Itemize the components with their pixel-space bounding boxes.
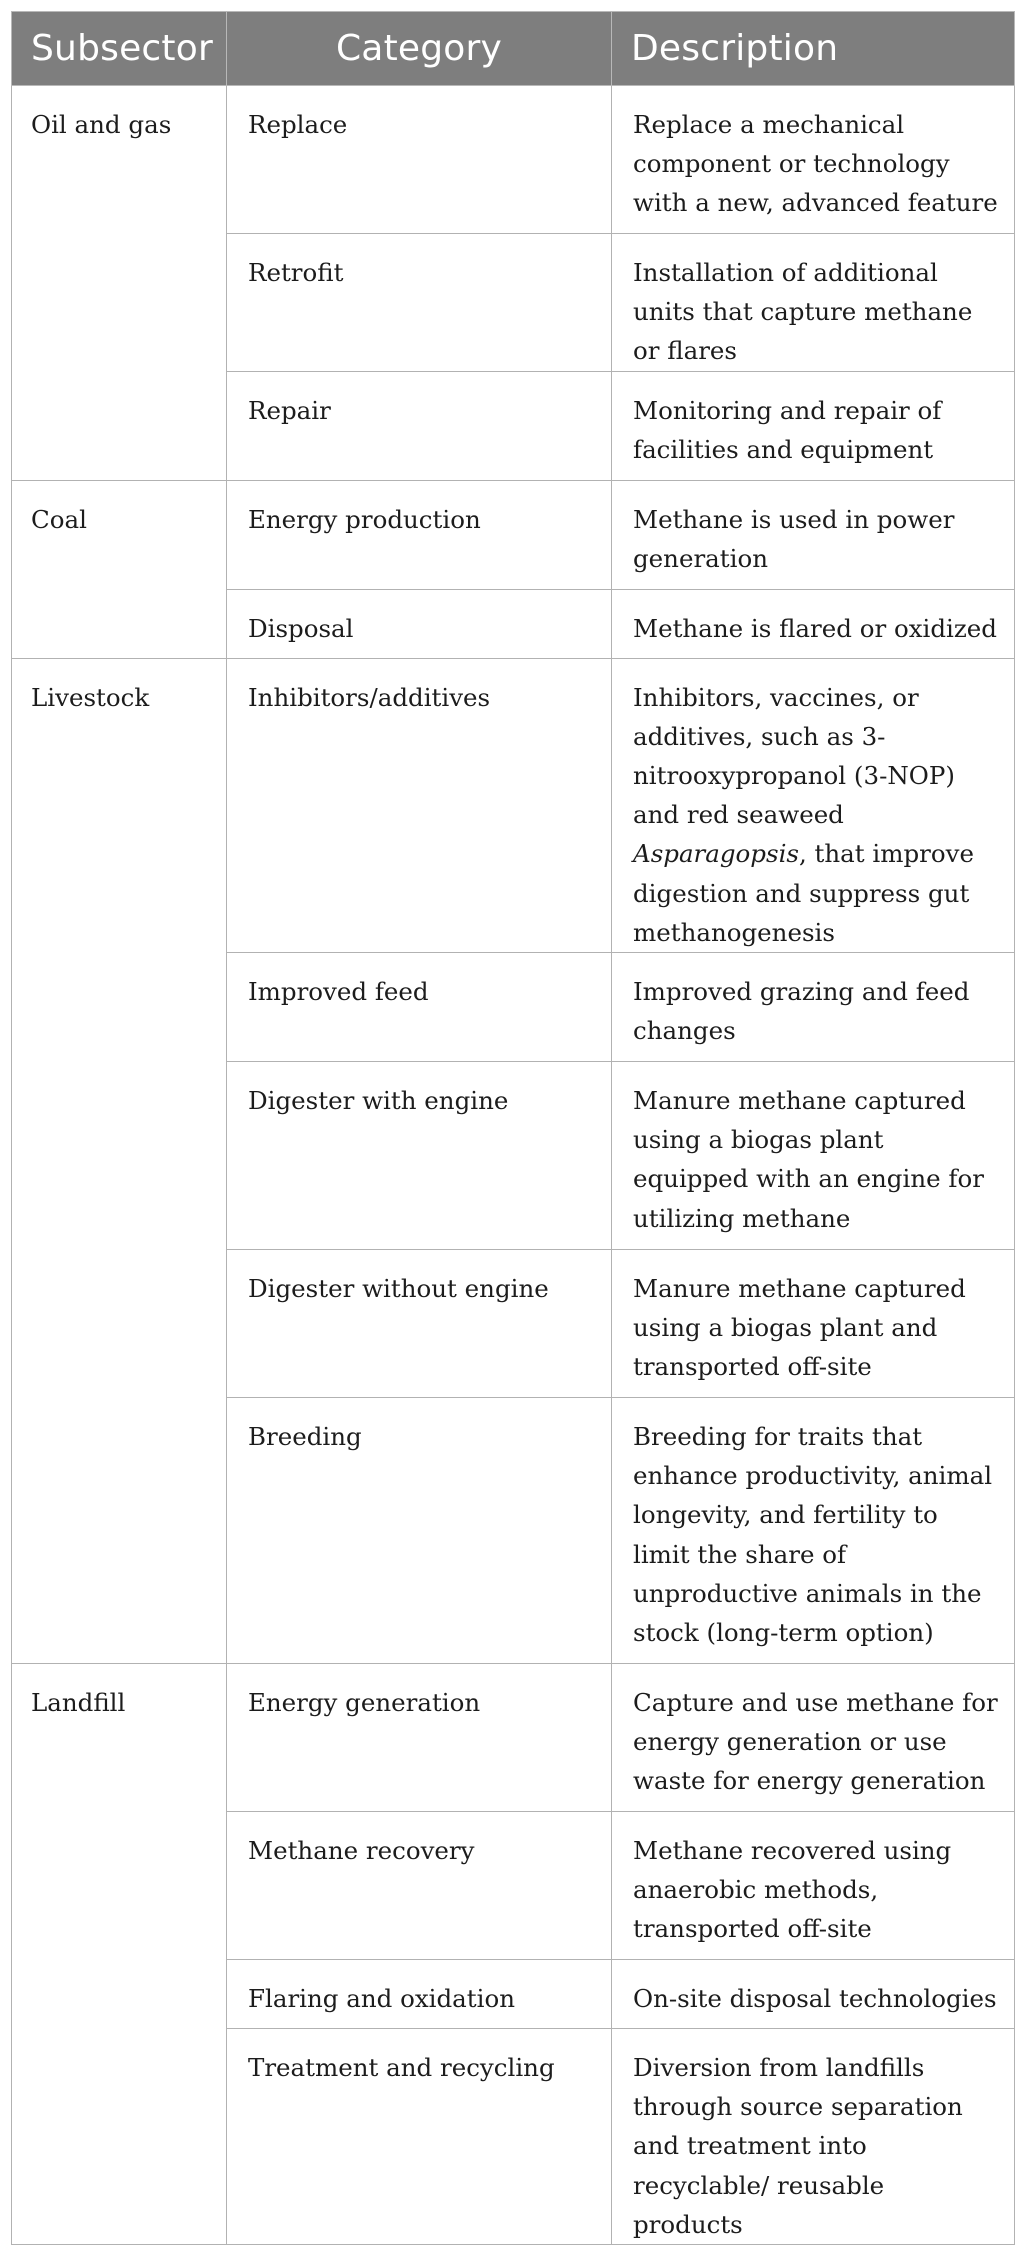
table-row bbox=[12, 86, 1015, 234]
table-body bbox=[12, 86, 1015, 2245]
description-text: Inhibitors, vaccines, or additives, such as 3-nitrooxypropanol (3-NOP) and red seaweed bbox=[633, 682, 955, 830]
methane-mitigation-table-container bbox=[11, 11, 1014, 2239]
category-cell: Repair bbox=[227, 371, 612, 480]
description-cell: Breeding for traits that enhance productivity, animal longevity, and fertility to limit the share of unproductive animals in the stock (long-term option) bbox=[612, 1398, 1015, 1664]
description-cell: Diversion from landfills through source separation and treatment into recyclable/ reusable products bbox=[612, 2029, 1015, 2245]
table-row bbox=[12, 480, 1015, 589]
category-cell: Methane recovery bbox=[227, 1812, 612, 1960]
description-cell: Monitoring and repair of facilities and equipment bbox=[612, 371, 1015, 480]
subsector-cell: Livestock bbox=[12, 658, 227, 1663]
category-cell: Energy generation bbox=[227, 1664, 612, 1812]
category-cell: Digester with engine bbox=[227, 1062, 612, 1250]
table-header bbox=[12, 12, 1015, 86]
table-row bbox=[12, 1664, 1015, 1812]
description-cell: Improved grazing and feed changes bbox=[612, 953, 1015, 1062]
category-cell: Treatment and recycling bbox=[227, 2029, 612, 2245]
description-cell: Methane is flared or oxidized bbox=[612, 589, 1015, 658]
category-cell: Retrofit bbox=[227, 234, 612, 372]
header-subsector: Subsector bbox=[12, 12, 227, 86]
table-row bbox=[12, 658, 1015, 952]
subsector-cell: Oil and gas bbox=[12, 86, 227, 481]
header-category: Category bbox=[227, 12, 612, 86]
header-description: Description bbox=[612, 12, 1015, 86]
description-cell: Methane recovered using anaerobic methods, transported off-site bbox=[612, 1812, 1015, 1960]
description-cell: Methane is used in power generation bbox=[612, 480, 1015, 589]
subsector-cell: Coal bbox=[12, 480, 227, 658]
category-cell: Energy production bbox=[227, 480, 612, 589]
subsector-cell: Landfill bbox=[12, 1664, 227, 2245]
description-cell: Capture and use methane for energy generation or use waste for energy generation bbox=[612, 1664, 1015, 1812]
methane-mitigation-table bbox=[11, 11, 1015, 2245]
description-text: , that improve digestion and suppress gut methanogenesis bbox=[633, 839, 974, 947]
category-cell: Breeding bbox=[227, 1398, 612, 1664]
header-row bbox=[12, 12, 1015, 86]
description-cell: Installation of additional units that capture methane or flares bbox=[612, 234, 1015, 372]
species-name: Asparagopsis bbox=[633, 839, 799, 869]
category-cell: Flaring and oxidation bbox=[227, 1960, 612, 2029]
category-cell: Inhibitors/additives bbox=[227, 658, 612, 952]
description-cell bbox=[612, 658, 1015, 952]
description-cell: On-site disposal technologies bbox=[612, 1960, 1015, 2029]
category-cell: Digester without engine bbox=[227, 1250, 612, 1398]
category-cell: Improved feed bbox=[227, 953, 612, 1062]
description-cell: Manure methane captured using a biogas plant and transported off-site bbox=[612, 1250, 1015, 1398]
description-cell: Replace a mechanical component or technology with a new, advanced feature bbox=[612, 86, 1015, 234]
description-cell: Manure methane captured using a biogas plant equipped with an engine for utilizing methane bbox=[612, 1062, 1015, 1250]
category-cell: Disposal bbox=[227, 589, 612, 658]
category-cell: Replace bbox=[227, 86, 612, 234]
